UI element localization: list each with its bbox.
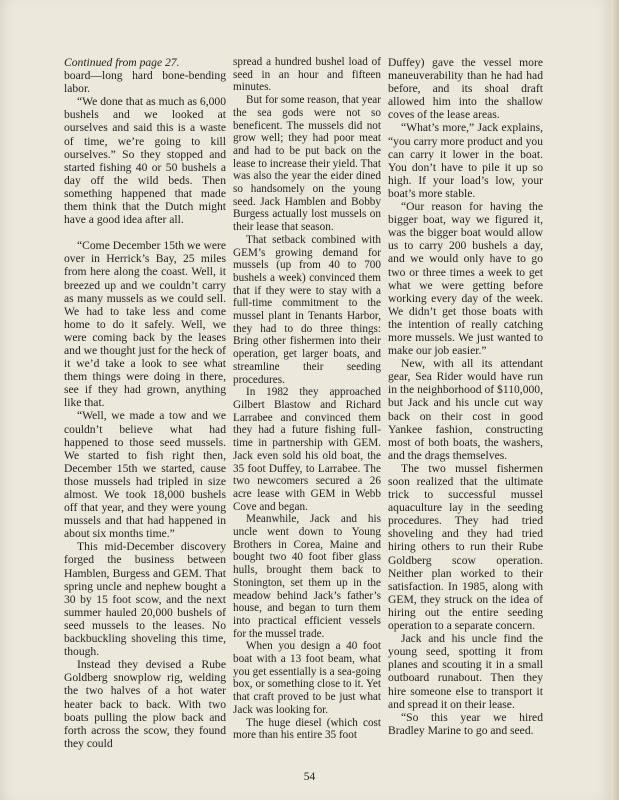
paragraph: board—long hard bone-bending labor. bbox=[64, 69, 226, 96]
paragraph: When you design a 40 foot boat with a 13 foot beam, what you get essentially is a sea-going box, or something close to it. Yet that craft proved to be just what Jack was looking for. bbox=[233, 640, 381, 716]
paragraph: Jack and his uncle find the young seed, spotting it from planes and scouting it in a small outboard runabout. Then they hire someone else to transport it and spread it on their lease. bbox=[388, 632, 543, 711]
paragraph: “Come December 15th we were over in Herrick’s Bay, 25 miles from here along the coast. Well, it breezed up and we couldn’t carry as many mussels as we could sell. We had to take less and come home to do it safely. Well, we were coming back by the leases and we thought just for the heck of it we’d take a look to see what them things were doing in there, see if they had grown, anything like that. bbox=[64, 239, 226, 410]
paragraph: Duffey) gave the vessel more maneuverability than he had had before, and its shoal draft allowed him into the shallow coves of the lease areas. bbox=[388, 56, 543, 122]
paragraph: Meanwhile, Jack and his uncle went down to Young Brothers in Corea, Maine and bought two 40 foot fiber glass hulls, brought them back to Stonington, set them up in the meadow behind Jack’s father’s house, and began to turn them into practical efficient vessels for the mussel trade. bbox=[233, 513, 381, 640]
page-number: 54 bbox=[303, 771, 316, 783]
paragraph: spread a hundred bushel load of seed in an hour and fifteen minutes. bbox=[233, 56, 381, 94]
paragraph: “What’s more,” Jack explains, “you carry more product and you can carry it lower in the boat. You don’t have to pile it up so high. If your load’s low, your boat’s more stable. bbox=[388, 121, 543, 200]
paragraph: New, with all its attendant gear, Sea Rider would have run in the neighborhood of $110,000, but Jack and his uncle cut way back on their cost in good Yankee fashion, constructing most of both boats, the washers, and the drags themselves. bbox=[388, 357, 543, 462]
paragraph: The huge diesel (which cost more than his entire 35 foot bbox=[233, 716, 381, 742]
paragraph: The two mussel fishermen soon realized that the ultimate trick to successful mussel aquaculture lay in the seeding procedures. They had tried shoveling and they had tried hiring others to run their Rube Goldberg scow operation. Neither plan worked to their satisfaction. In 1985, along with GEM, they struck on the idea of hiring out the entire seeding operation to a separate concern. bbox=[388, 461, 543, 633]
text-column-2 bbox=[233, 56, 381, 742]
paragraph: Instead they devised a Rube Goldberg snowplow rig, welding the two halves of a hot water heater back to back. With two boats pulling the plow back and forth across the scow, they found they could bbox=[64, 658, 226, 750]
paragraph: But for some reason, that year the sea gods were not so beneficent. The mussels did not grow well; they had poor meat and had to be put back on the lease to increase their yield. That was also the year the eider dined so handsomely on the young seed. Jack Hamblen and Bobby Burgess actually lost mussels on their lease that season. bbox=[233, 94, 381, 234]
text-column-1 bbox=[64, 56, 226, 750]
continuation-note: Continued from page 27. bbox=[64, 56, 180, 69]
paragraph: “Well, we made a tow and we couldn’t believe what had happened to those seed mussels. We started to fish right then, December 15th we started, cause those mussels had tripled in size almost. We took 18,000 bushels off that year, and they were young mussels and that had happened in about six months time.” bbox=[64, 409, 226, 541]
paragraph: This mid-December discovery forged the business between Hamblen, Burgess and GEM. That spring uncle and nephew bought a 30 by 15 foot scow, and the next summer hauled 20,000 bushels of seed mussels to the leases. No backbuckling shoveling this time, though. bbox=[64, 540, 226, 659]
paragraph: In 1982 they approached Gilbert Blastow and Richard Larrabee and convinced them they had a future fishing full-time in partnership with GEM. Jack even sold his old boat, the 35 foot Duffey, to Larrabee. The two newcomers secured a 26 acre lease with GEM in Webb Cove and began. bbox=[233, 386, 381, 513]
paragraph: That setback combined with GEM’s growing demand for mussels (up from 40 to 700 bushels a week) convinced them that if they were to stay with a full-time commitment to the mussel plant in Tenants Harbor, they had to do three things: Bring other fishermen into their operation, get larger boats, and streamline their seeding procedures. bbox=[233, 233, 381, 386]
paragraph: “So this year we hired Bradley Marine to go and seed. bbox=[388, 710, 543, 737]
paragraph: “We done that as much as 6,000 bushels and we looked at ourselves and said this is a waste of time, we’re going to kill ourselves.” So they stopped and started fishing 40 or 50 bushels a day off the wild beds. Then something happened that made them think that the Dutch might have a good idea after all. bbox=[64, 95, 226, 227]
paragraph: “Our reason for having the bigger boat, way we figured it, was the bigger boat would allow us to carry 200 bushels a day, and we would only have to go two or three times a week to get what we were getting before working every day of the week. We didn’t get those boats with the intention of really catching more mussels. We just wanted to make our job easier.” bbox=[388, 200, 543, 358]
page-edge bbox=[611, 0, 619, 800]
text-column-3 bbox=[388, 56, 543, 737]
